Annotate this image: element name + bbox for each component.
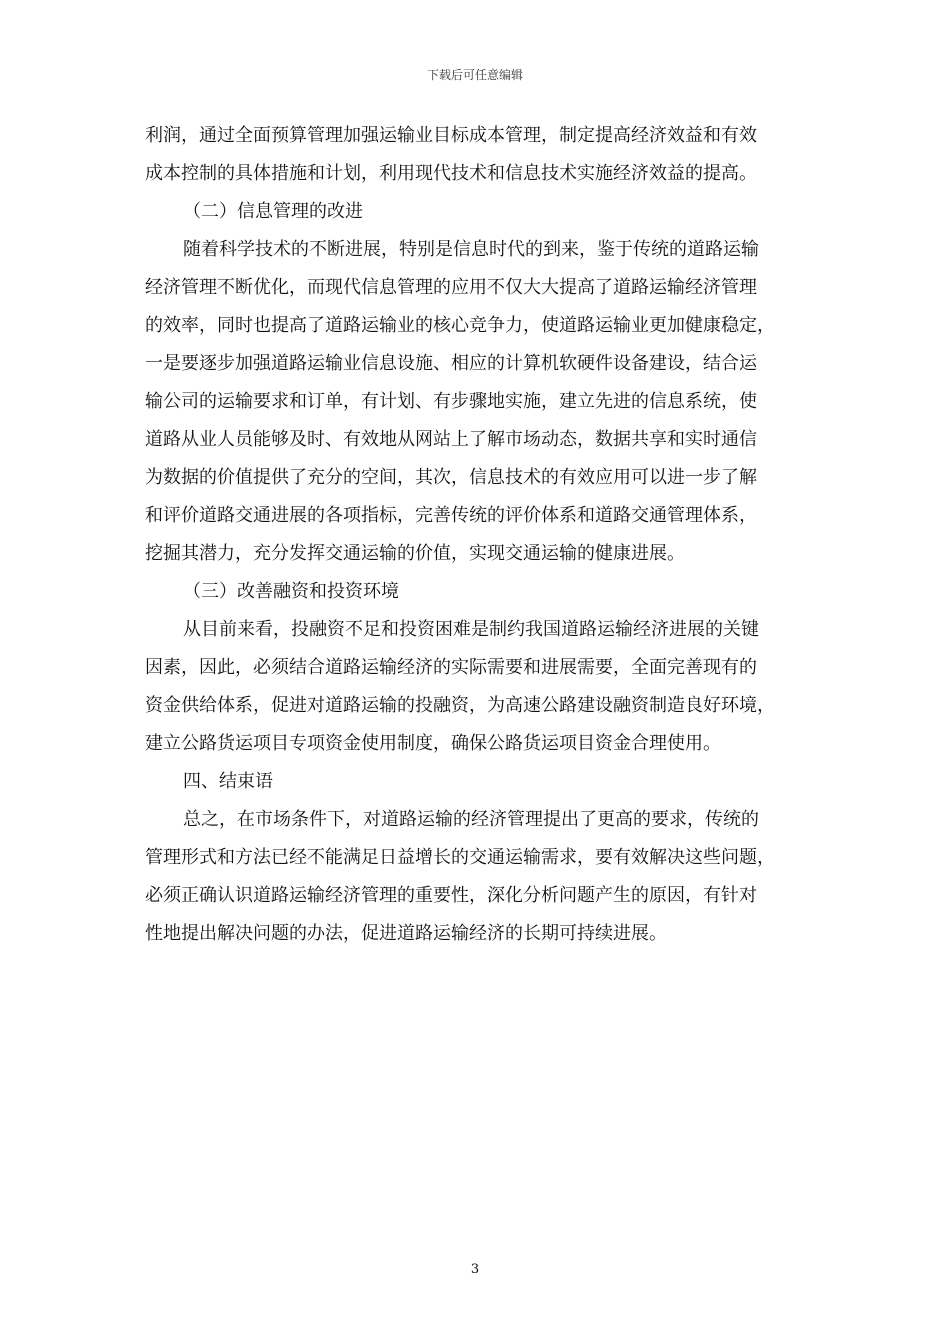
text-line: 挖掘其潜力，充分发挥交通运输的价值，实现交通运输的健康进展。 (145, 543, 685, 564)
text-line: 资金供给体系，促进对道路运输的投融资，为高速公路建设融资制造良好环境， (145, 695, 775, 716)
text-line: 的效率，同时也提高了道路运输业的核心竞争力，使道路运输业更加健康稳定， (145, 315, 775, 336)
text-line: 道路从业人员能够及时、有效地从网站上了解市场动态，数据共享和实时通信 (145, 429, 757, 450)
section-heading: 四、结束语 (183, 771, 273, 792)
text-line: 总之，在市场条件下，对道路运输的经济管理提出了更高的要求，传统的 (183, 809, 759, 830)
text-line: 管理形式和方法已经不能满足日益增长的交通运输需求，要有效解决这些问题， (145, 847, 775, 868)
text-line: 随着科学技术的不断进展，特别是信息时代的到来，鉴于传统的道路运输 (183, 239, 759, 260)
text-line: 必须正确认识道路运输经济管理的重要性，深化分析问题产生的原因，有针对 (145, 885, 757, 906)
text-line: 经济管理不断优化，而现代信息管理的应用不仅大大提高了道路运输经济管理 (145, 277, 757, 298)
page-header: 下载后可任意编辑 (426, 68, 523, 82)
text-line: 和评价道路交通进展的各项指标，完善传统的评价体系和道路交通管理体系， (145, 505, 757, 526)
text-line: 输公司的运输要求和订单，有计划、有步骤地实施，建立先进的信息系统，使 (145, 391, 757, 412)
text-line: 建立公路货运项目专项资金使用制度，确保公路货运项目资金合理使用。 (145, 733, 721, 754)
text-line: 性地提出解决问题的办法，促进道路运输经济的长期可持续进展。 (145, 923, 667, 944)
text-line: 一是要逐步加强道路运输业信息设施、相应的计算机软硬件设备建设，结合运 (145, 353, 757, 374)
section-heading: （二）信息管理的改进 (183, 201, 363, 222)
text-line: 因素，因此，必须结合道路运输经济的实际需要和进展需要，全面完善现有的 (145, 657, 757, 678)
text-line: 从目前来看，投融资不足和投资困难是制约我国道路运输经济进展的关键 (183, 619, 759, 640)
text-line: 为数据的价值提供了充分的空间，其次，信息技术的有效应用可以进一步了解 (145, 467, 757, 488)
text-line: 利润，通过全面预算管理加强运输业目标成本管理，制定提高经济效益和有效 (145, 125, 757, 146)
section-heading: （三）改善融资和投资环境 (183, 581, 399, 602)
text-line: 成本控制的具体措施和计划，利用现代技术和信息技术实施经济效益的提高。 (145, 163, 757, 184)
page-number: 3 (470, 1262, 480, 1277)
